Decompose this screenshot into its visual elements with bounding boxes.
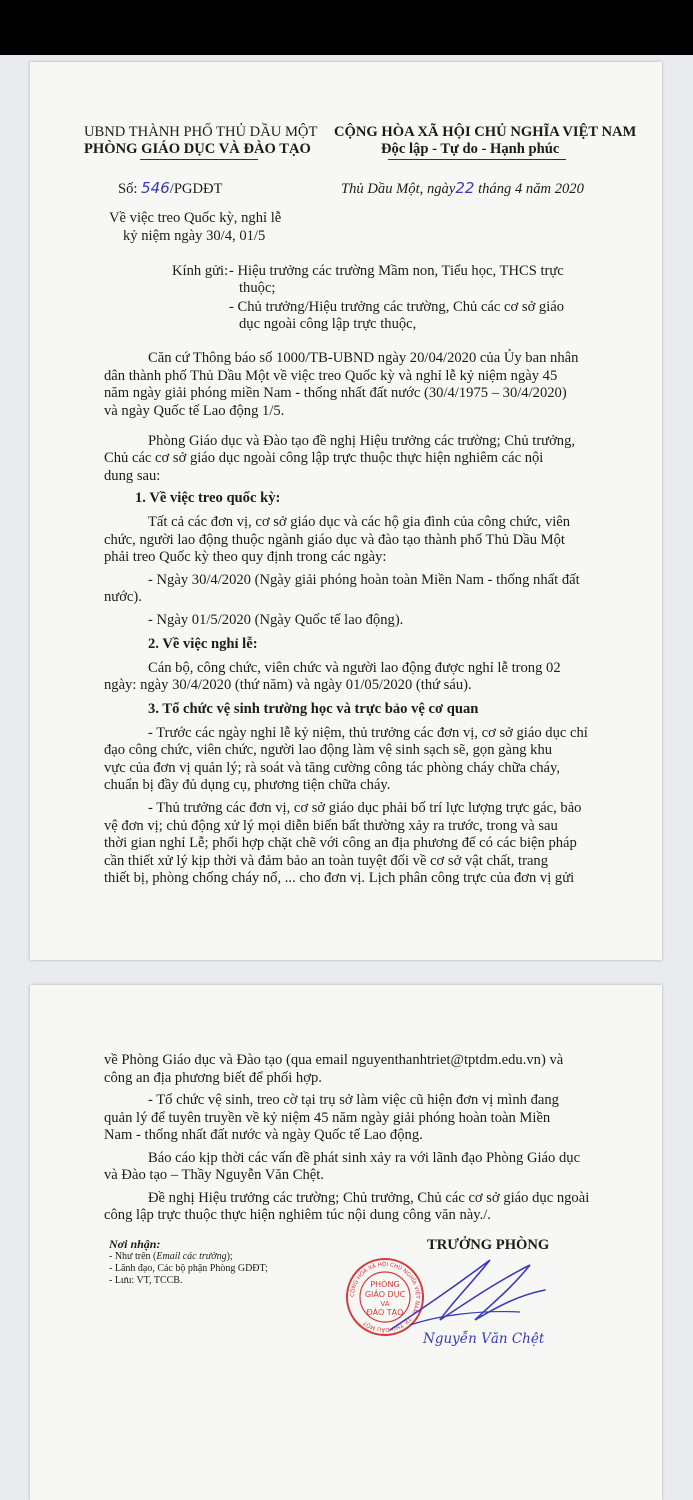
stamp-text-4: ĐÀO TẠO (366, 1308, 404, 1317)
section-1-title: 1. Về việc treo quốc kỳ: (135, 490, 281, 506)
section-3-a-line-1: - Trước các ngày nghỉ lễ kỷ niệm, thủ trưởng các đơn vị, cơ sở giáo dục chỉ (148, 725, 588, 741)
section-3-a-line-3: vực của đơn vị quản lý; rà soát và tăng cường công tác phòng cháy chữa cháy, (104, 760, 561, 776)
section-1-line-2: chức, người lao động thuộc ngành giáo dục và đào tạo thành phố Thủ Dầu Một (104, 532, 565, 548)
section-2-line-2: ngày: ngày 30/4/2020 (thứ năm) và ngày 01/05/2020 (thứ sáu). (104, 677, 472, 693)
recipient-line-1: - Hiệu trưởng các trường Mầm non, Tiểu học, THCS trực (229, 263, 564, 279)
recipients-item-1: - Như trên (Email các trường); (109, 1251, 233, 1262)
section-3-b-line-4: cần thiết xử lý kịp thời và đảm bảo an toàn tuyệt đối về cơ sở vật chất, trang (104, 853, 549, 869)
document-number: Số: 546/PGDĐT (118, 179, 223, 197)
section-3-b-line-2: vệ đơn vị; chủ động xử lý mọi diễn biến bất thường xảy ra trước, trong và sau (104, 818, 558, 834)
section-1-bullet-1-line-1: - Ngày 30/4/2020 (Ngày giải phóng hoàn toàn Miền Nam - thống nhất đất (148, 572, 580, 588)
nation-line-1: CỘNG HÒA XÃ HỘI CHỦ NGHĨA VIỆT NAM (334, 124, 637, 140)
para-1-line-3: năm ngày giải phóng miền Nam - thống nhất đất nước (30/4/1975 – 30/4/2020) (104, 385, 567, 401)
signer-name: Nguyễn Văn Chệt (423, 1331, 545, 1347)
section-3-title: 3. Tổ chức vệ sinh trường học và trực bảo vệ cơ quan (148, 701, 479, 717)
document-page-1 (30, 62, 662, 960)
section-1-bullet-1-line-2: nước). (104, 589, 142, 605)
section-2-title: 2. Về việc nghỉ lễ: (148, 636, 258, 652)
handwritten-day: 22 (455, 179, 475, 197)
document-date: Thủ Dầu Một, ngày22 tháng 4 năm 2020 (341, 179, 584, 197)
subject-line-2: kỷ niệm ngày 30/4, 01/5 (123, 228, 266, 244)
stamp-ring-text: CỘNG HÒA XÃ HỘI CHỦ NGHĨA VIỆT NAM · TP. THỦ DẦU MỘT (349, 1261, 421, 1333)
org-underline (140, 159, 258, 160)
para-request-line-1: Đề nghị Hiệu trưởng các trường; Chủ trưởng, Chủ các cơ sở giáo dục ngoài (148, 1190, 590, 1206)
stamp-text-1: PHÒNG (370, 1280, 400, 1289)
para-1-line-1: Căn cứ Thông báo số 1000/TB-UBND ngày 20/04/2020 của Ủy ban nhân (148, 350, 579, 366)
document-page-2 (30, 985, 662, 1500)
recipient-line-4: dục ngoài công lập trực thuộc, (239, 316, 417, 332)
recipients-title: Nơi nhận: (109, 1237, 161, 1251)
para-2-line-3: dung sau: (104, 468, 161, 484)
recipient-line-3: - Chủ trưởng/Hiệu trưởng các trường, Chủ các cơ sở giáo (229, 299, 565, 315)
para-1-line-2: dân thành phố Thủ Dầu Một về việc treo Quốc kỳ và nghỉ lễ kỷ niệm ngày 45 (104, 368, 558, 384)
top-black-bar (0, 0, 693, 55)
nation-line-2: Độc lập - Tự do - Hạnh phúc (381, 141, 560, 157)
section-3-a-line-2: đạo công chức, viên chức, người lao động làm vệ sinh sạch sẽ, gọn gàng khu (104, 742, 553, 758)
subject-line-1: Về việc treo Quốc kỳ, nghỉ lễ (109, 210, 282, 226)
recipient-line-2: thuộc; (239, 280, 276, 296)
handwritten-number: 546 (141, 179, 170, 197)
section-3-b-line-5: thiết bị, phòng chống cháy nổ, ... cho đơn vị. Lịch phân công trực của đơn vị gửi (104, 870, 575, 886)
section-1-line-1: Tất cả các đơn vị, cơ sở giáo dục và các hộ gia đình của công chức, viên (148, 514, 571, 530)
signer-title: TRƯỞNG PHÒNG (427, 1237, 550, 1253)
stamp-text-3: VÀ (380, 1300, 390, 1308)
recipient-label: Kính gửi: (172, 263, 229, 279)
para-2-line-2: Chủ các cơ sở giáo dục ngoài công lập trực thuộc thực hiện nghiêm các nội (104, 450, 544, 466)
recipients-item-3: - Lưu: VT, TCCB. (109, 1275, 183, 1286)
continued-line-2: công an địa phương biết để phối hợp. (104, 1070, 322, 1086)
section-3-b-line-1: - Thủ trưởng các đơn vị, cơ sở giáo dục phải bố trí lực lượng trực gác, bảo (148, 800, 582, 816)
section-3-a-line-4: chuẩn bị đầy đủ dụng cụ, phương tiện chữa cháy. (104, 777, 391, 793)
para-clean-line-3: Nam - thống nhất đất nước và ngày Quốc tế Lao động. (104, 1127, 423, 1143)
section-2-line-1: Cán bộ, công chức, viên chức và người lao động được nghỉ lễ trong 02 (148, 660, 561, 676)
para-2-line-1: Phòng Giáo dục và Đào tạo đề nghị Hiệu trưởng các trường; Chủ trưởng, (148, 433, 576, 449)
para-request-line-2: công lập trực thuộc thực hiện nghiêm túc nội dung công văn này./. (104, 1207, 491, 1223)
para-report-line-2: và Đào tạo – Thầy Nguyễn Văn Chệt. (104, 1167, 324, 1183)
stamp-text-2: GIÁO DỤC (364, 1290, 406, 1299)
nation-underline (388, 159, 566, 160)
para-1-line-4: và ngày Quốc tế Lao động 1/5. (104, 403, 285, 419)
para-clean-line-1: - Tổ chức vệ sinh, treo cờ tại trụ sở làm việc cũ hiện đơn vị mình đang (148, 1092, 559, 1108)
org-line-2: PHÒNG GIÁO DỤC VÀ ĐÀO TẠO (84, 141, 311, 157)
continued-line-1: về Phòng Giáo dục và Đào tạo (qua email nguyenthanhtriet@tptdm.edu.vn) và (104, 1052, 564, 1068)
section-1-line-3: phải treo Quốc kỳ theo quy định trong các ngày: (104, 549, 387, 565)
para-clean-line-2: quản lý để tuyên truyền về kỷ niệm 45 năm ngày giải phóng hoàn toàn Miền (104, 1110, 551, 1126)
para-report-line-1: Báo cáo kịp thời các vấn đề phát sinh xảy ra với lãnh đạo Phòng Giáo dục (148, 1150, 581, 1166)
org-line-1: UBND THÀNH PHỐ THỦ DẦU MỘT (84, 124, 318, 140)
recipients-item-2: - Lãnh đạo, Các bộ phận Phòng GDĐT; (109, 1263, 268, 1274)
section-1-bullet-2: - Ngày 01/5/2020 (Ngày Quốc tế lao động). (148, 612, 404, 628)
section-3-b-line-3: thời gian nghỉ Lễ; phối hợp chặt chẽ với công an địa phương để có các biện pháp (104, 835, 577, 851)
